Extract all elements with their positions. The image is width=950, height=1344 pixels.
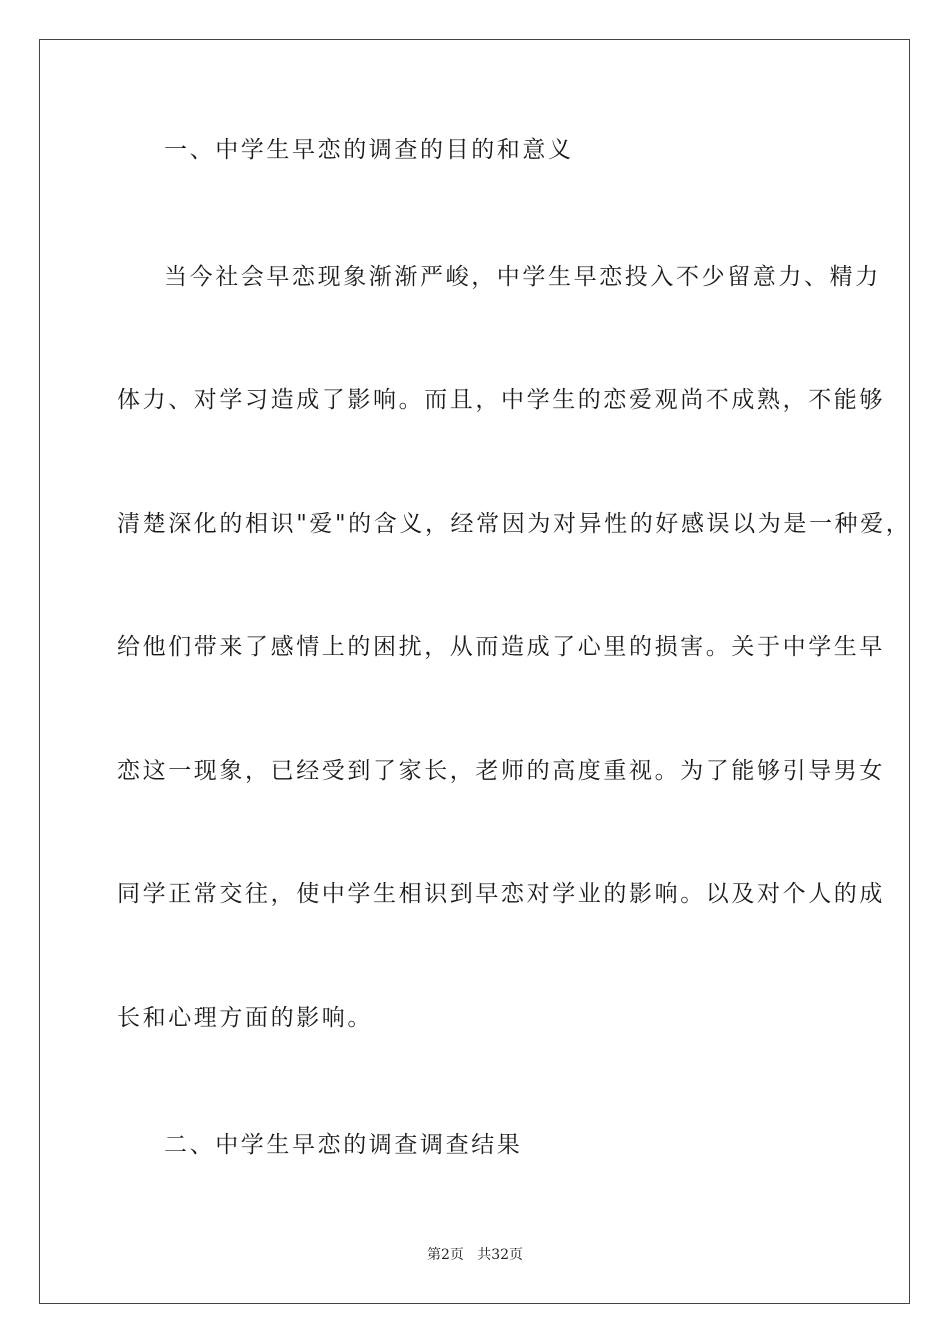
page-number-footer: 第2页 共32页 <box>426 1247 524 1263</box>
paragraph-line-2: 体力、对学习造成了影响。而且，中学生的恋爱观尚不成熟，不能够 <box>117 387 885 413</box>
paragraph-line-7: 长和心理方面的影响。 <box>117 1005 373 1031</box>
section-heading-1: 一、中学生早恋的调查的目的和意义 <box>164 137 574 163</box>
paragraph-line-3: 清楚深化的相识"爱"的含义，经常因为对异性的好感误以为是一种爱， <box>117 511 912 537</box>
section-heading-2: 二、中学生早恋的调查调查结果 <box>164 1132 523 1158</box>
paragraph-line-4: 给他们带来了感情上的困扰，从而造成了心里的损害。关于中学生早 <box>117 634 885 660</box>
page-border <box>39 39 910 1304</box>
paragraph-line-6: 同学正常交往，使中学生相识到早恋对学业的影响。以及对个人的成 <box>117 881 885 907</box>
paragraph-line-1: 当今社会早恋现象渐渐严峻，中学生早恋投入不少留意力、精力 <box>164 264 881 290</box>
paragraph-line-5: 恋这一现象，已经受到了家长，老师的高度重视。为了能够引导男女 <box>117 758 885 784</box>
